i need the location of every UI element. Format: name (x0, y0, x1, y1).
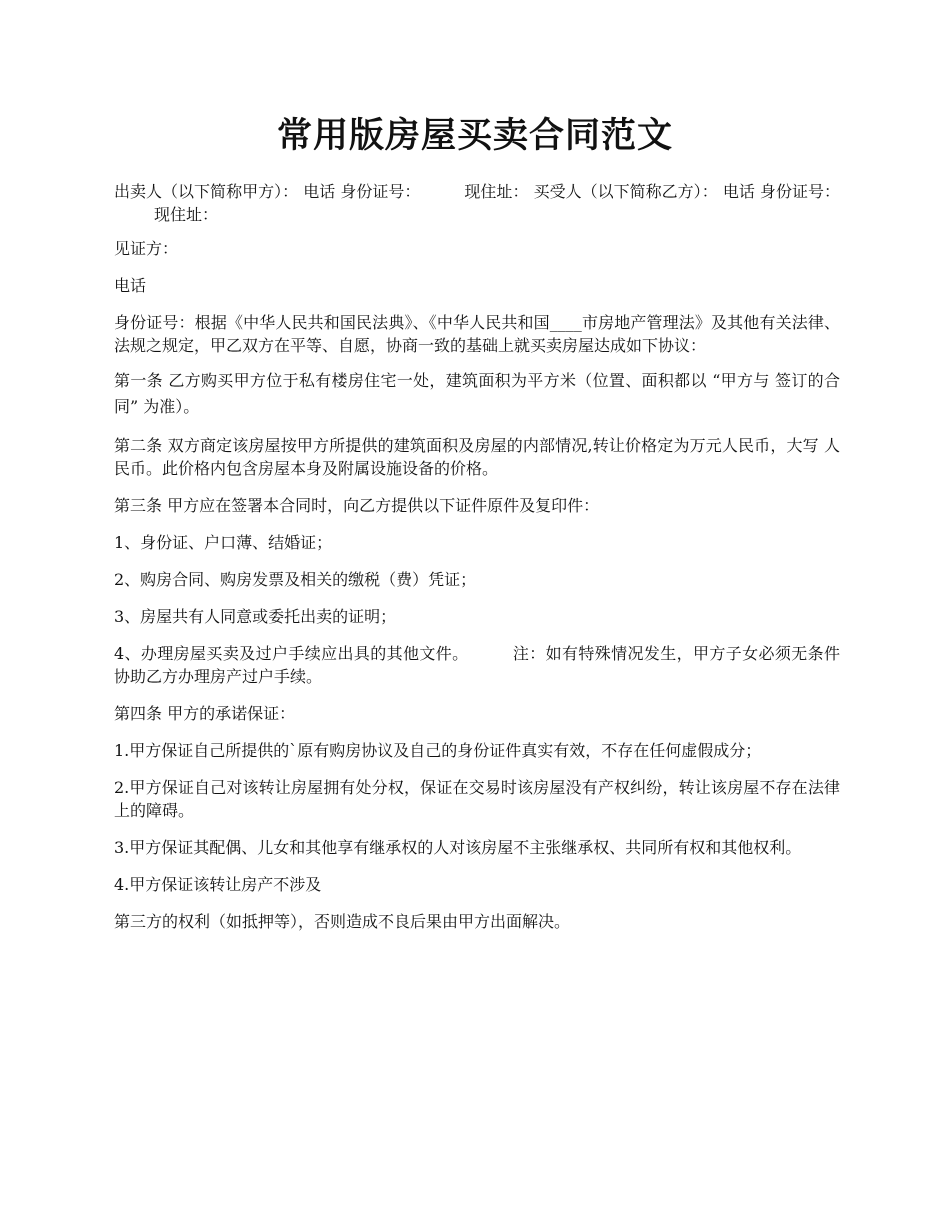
paragraph: 第三方的权利（如抵押等），否则造成不良后果由甲方出面解决。 (114, 912, 571, 931)
item4-text: 4、办理房屋买卖及过户手续应出具的其他文件。 (114, 644, 469, 663)
promise-item: 1.甲方保证自己所提供的`原有购房协议及自己的身份证件真实有效，不存在任何虚假成分； (114, 741, 762, 760)
item4-note: 注：如有特殊情况发生，甲方子女必须无条件协助乙方办理房产过户手续。 (114, 644, 840, 686)
promise-item: 3.甲方保证其配偶、儿女和其他享有继承权的人对该房屋不主张继承权、共同所有权和其他权利。 (114, 838, 802, 857)
buyer-label: 买受人（以下简称乙方）： (533, 182, 718, 201)
list-item: 1、身份证、户口薄、结婚证； (114, 533, 333, 552)
parties-block (114, 180, 840, 226)
article-4: 第四条 甲方的承诺保证： (114, 704, 296, 723)
seller-address-label: 现住址： (464, 182, 529, 201)
promise-item: 4.甲方保证该转让房产不涉及 (114, 875, 322, 894)
list-item: 2、购房合同、购房发票及相关的缴税（费）凭证； (114, 570, 477, 589)
document-title: 常用版房屋买卖合同范文 (276, 115, 673, 156)
paragraph: 身份证号：根据《中华人民共和国民法典》、《中华人民共和国____市房地产管理法》及其他有关法律、法规之规定，甲乙双方在平等、自愿，协商一致的基础上就买卖房屋达成如下协议： (114, 313, 840, 355)
list-item: 3、房屋共有人同意或委托出卖的证明； (114, 607, 397, 626)
article-2: 第二条 双方商定该房屋按甲方所提供的建筑面积及房屋的内部情况,转让价格定为万元人民币，大写 人民币。此价格内包含房屋本身及附属设施设备的价格。 (114, 436, 840, 478)
paragraph: 电话 (114, 276, 147, 295)
seller-label: 出卖人（以下简称甲方）： (114, 182, 299, 201)
buyer-phone-label: 电话 身份证号： (722, 182, 840, 201)
buyer-address-label: 现住址： (154, 205, 219, 224)
seller-phone-label: 电话 身份证号： (303, 182, 421, 201)
article-3: 第三条 甲方应在签署本合同时，向乙方提供以下证件原件及复印件： (114, 496, 600, 515)
promise-item: 2.甲方保证自己对该转让房屋拥有处分权，保证在交易时该房屋没有产权纠纷，转让该房屋不存在法律上的障碍。 (114, 778, 840, 820)
document-body (114, 180, 840, 947)
list-item-4 (114, 642, 840, 688)
paragraph: 见证方： (114, 239, 179, 258)
article-1: 第一条 乙方购买甲方位于私有楼房住宅一处，建筑面积为平方米（位置、面积都以 “甲方与 签订的合同” 为准）。 (114, 371, 840, 416)
